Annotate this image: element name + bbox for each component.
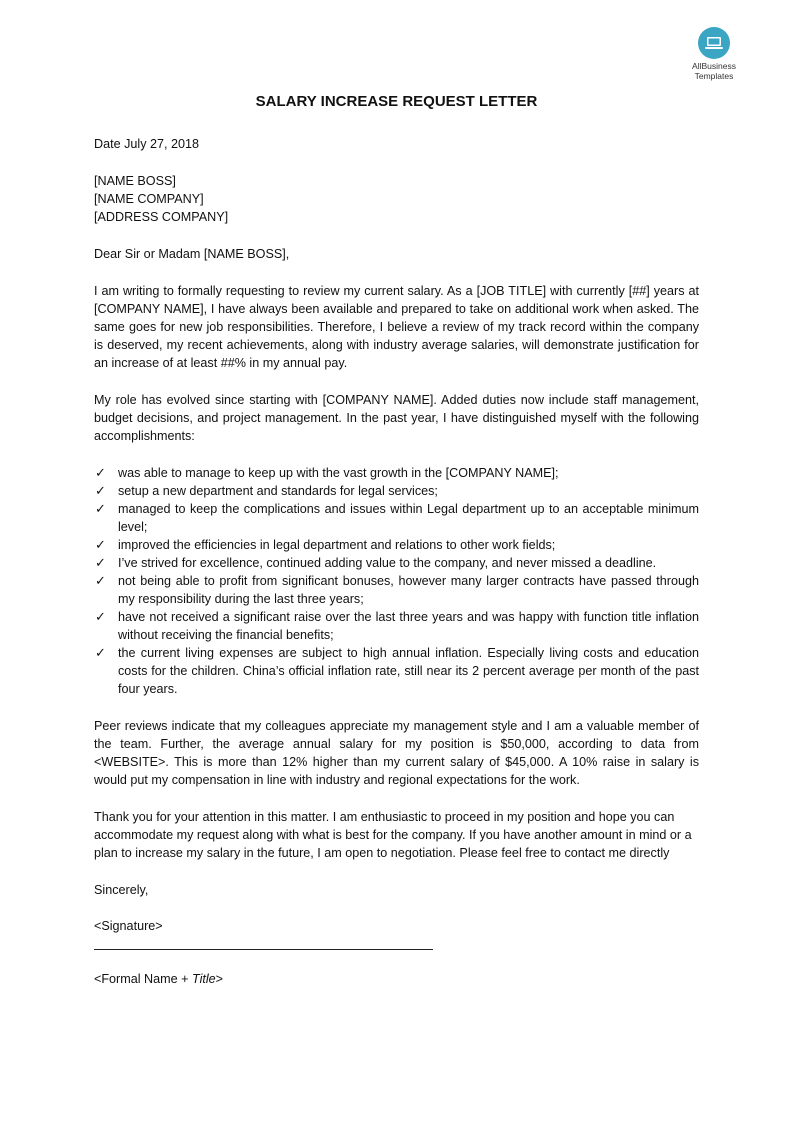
allbusiness-templates-logo	[684, 27, 744, 81]
paragraph-thank-you: Thank you for your attention in this matter. I am enthusiastic to proceed in my position and hope you can accommodate my request along with what is best for the company. If you have another amount in mind or a plan to increase my salary in the future, I am open to negotiation. Please feel free to contact me directly	[94, 810, 692, 860]
list-item: ✓ managed to keep the complications and issues within Legal department up to an acceptable minimum level;	[95, 501, 699, 534]
checkmark-icon: ✓	[95, 465, 106, 480]
checkmark-icon: ✓	[95, 483, 106, 498]
signature-placeholder: <Signature>	[94, 919, 163, 933]
list-item: ✓ I’ve strived for excellence, continued adding value to the company, and never missed a deadline.	[95, 555, 657, 570]
paragraph-request: I am writing to formally requesting to review my current salary. As a [JOB TITLE] with currently [##] years at [COMPANY NAME], I have always been available and prepared to take on additional work when asked. The same goes for new job responsibilities. Therefore, I believe a review of my track record within the company is deserved, my recent achievements, along with industry average salaries, will demonstrate justification for an increase of at least ##% in my annual pay.	[94, 284, 699, 370]
logo-line2: Templates	[694, 71, 734, 81]
logo-text	[684, 61, 744, 81]
closing: Sincerely,	[94, 883, 149, 897]
list-item: ✓ have not received a significant raise over the last three years and was happy with function title inflation without receiving the financial benefits;	[95, 609, 699, 642]
checkmark-icon: ✓	[95, 555, 106, 570]
list-item: ✓ setup a new department and standards for legal services;	[95, 483, 438, 498]
salutation: Dear Sir or Madam [NAME BOSS],	[94, 247, 290, 261]
address-line-address: [ADDRESS COMPANY]	[94, 210, 229, 224]
paragraph-peer-reviews: Peer reviews indicate that my colleagues appreciate my management style and I am a valuable member of the team. Further, the average annual salary for my position is $50,000, according to data from <WEBSITE>. This is more than 12% higher than my current salary of $45,000. A 10% raise in salary is would put my compensation in line with industry and regional expectations for the work.	[94, 719, 699, 787]
paragraph-role: My role has evolved since starting with [COMPANY NAME]. Added duties now include staff management, budget decisions, and project management. In the past year, I have distinguished myself with the following accomplishments:	[94, 393, 699, 443]
list-item: ✓ the current living expenses are subject to high annual inflation. Especially living costs and education costs for the children. China’s official inflation rate, still near its 2 percent average per month of the past four years.	[95, 645, 699, 696]
address-line-boss: [NAME BOSS]	[94, 174, 176, 188]
formal-name-title: Title	[191, 972, 216, 986]
formal-name-line	[94, 970, 699, 988]
recipient-address	[94, 172, 699, 226]
laptop-icon	[698, 27, 730, 59]
letter-title: SALARY INCREASE REQUEST LETTER	[255, 93, 538, 110]
checkmark-icon: ✓	[95, 609, 106, 624]
checkmark-icon: ✓	[95, 537, 106, 552]
formal-name-prefix: <Formal Name +	[94, 972, 192, 986]
list-item: ✓ improved the efficiencies in legal department and relations to other work fields;	[95, 537, 556, 552]
checkmark-icon: ✓	[95, 573, 106, 588]
date-line: Date July 27, 2018	[94, 137, 200, 151]
letter-body	[94, 92, 699, 988]
list-item: ✓ was able to manage to keep up with the vast growth in the [COMPANY NAME];	[95, 465, 559, 480]
checkmark-icon: ✓	[95, 645, 106, 660]
formal-name-suffix: >	[215, 972, 224, 986]
signature-line	[94, 949, 433, 950]
accomplishments-list	[94, 464, 699, 698]
checkmark-icon: ✓	[95, 501, 106, 516]
logo-line1: AllBusiness	[692, 61, 736, 71]
address-line-company: [NAME COMPANY]	[94, 192, 204, 206]
list-item: ✓ not being able to profit from significant bonuses, however many larger contracts have passed through my responsibility during the last three years;	[95, 573, 699, 606]
